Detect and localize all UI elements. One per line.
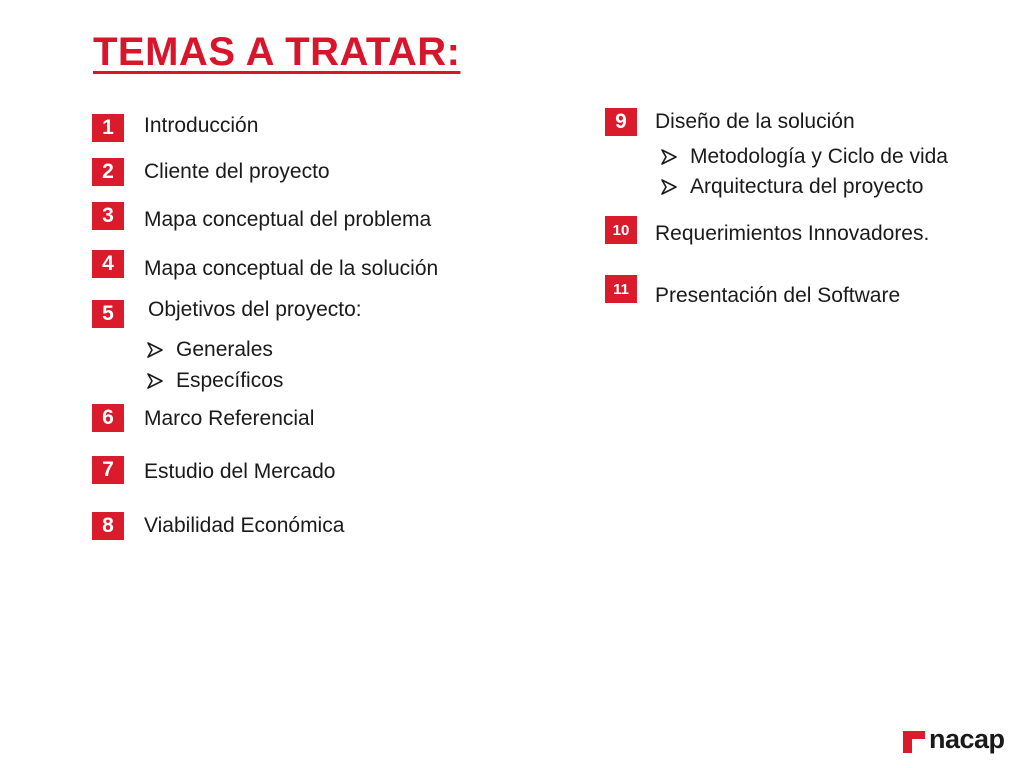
logo-mark-icon (903, 727, 925, 753)
arrow-bullet-icon (660, 178, 678, 196)
badge-8: 8 (92, 512, 124, 540)
topic-diseno: Diseño de la solución (655, 110, 855, 133)
badge-10: 10 (605, 216, 637, 244)
badge-1: 1 (92, 114, 124, 142)
subtopic-label: Arquitectura del proyecto (690, 175, 924, 198)
arrow-bullet-icon (660, 148, 678, 166)
topic-marco: Marco Referencial (144, 407, 315, 430)
subtopic-label: Generales (176, 338, 273, 361)
badge-5: 5 (92, 300, 124, 328)
subtopic-generales (146, 338, 273, 362)
arrow-bullet-icon (146, 372, 164, 390)
subtopic-label: Metodología y Ciclo de vida (690, 145, 948, 168)
subtopic-label: Específicos (176, 369, 284, 392)
inacap-logo (903, 724, 1005, 755)
topic-objetivos: Objetivos del proyecto: (148, 298, 362, 321)
page-title: TEMAS A TRATAR: (93, 30, 461, 74)
badge-7: 7 (92, 456, 124, 484)
topic-estudio: Estudio del Mercado (144, 460, 336, 483)
topic-mapa-problema: Mapa conceptual del problema (144, 208, 432, 231)
topic-cliente: Cliente del proyecto (144, 160, 330, 183)
topic-viabilidad: Viabilidad Económica (144, 514, 345, 537)
badge-11: 11 (605, 275, 637, 303)
badge-9: 9 (605, 108, 637, 136)
topic-presentacion: Presentación del Software (655, 284, 901, 307)
topic-introduccion: Introducción (144, 114, 259, 137)
badge-3: 3 (92, 202, 124, 230)
subtopic-especificos (146, 369, 283, 393)
logo-text: nacap (929, 724, 1005, 754)
topic-requerimientos: Requerimientos Innovadores. (655, 222, 930, 245)
badge-4: 4 (92, 250, 124, 278)
subtopic-arquitectura (660, 175, 923, 199)
arrow-bullet-icon (146, 341, 164, 359)
topic-mapa-solucion: Mapa conceptual de la solución (144, 257, 439, 280)
badge-6: 6 (92, 404, 124, 432)
subtopic-metodologia (660, 145, 948, 169)
badge-2: 2 (92, 158, 124, 186)
